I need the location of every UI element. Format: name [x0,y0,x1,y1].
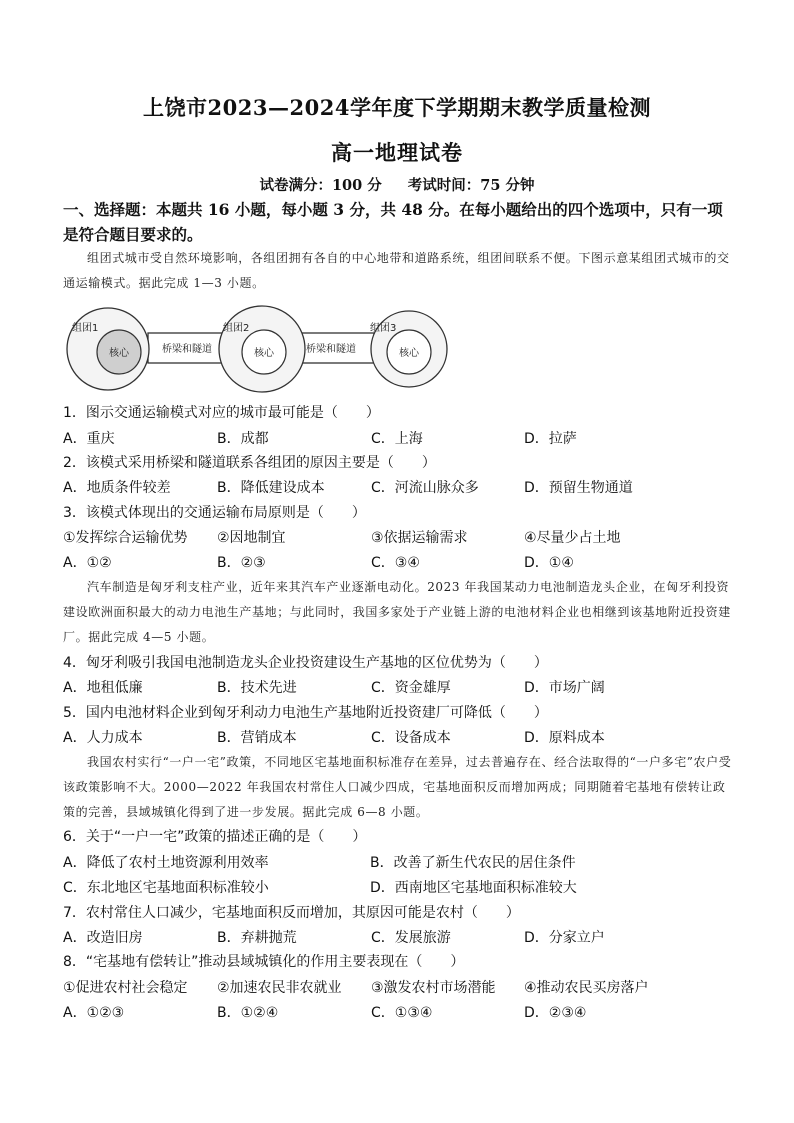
question-8-option-c[interactable]: C．①③④ [371,1005,433,1021]
question-5-option-c[interactable]: C．设备成本 [371,730,451,746]
question-3-item-2: ②因地制宜 [217,530,286,546]
question-7-option-c[interactable]: C．发展旅游 [371,930,451,946]
question-4-option-b[interactable]: B．技术先进 [217,680,297,696]
question-2-option-d[interactable]: D．预留生物通道 [524,480,633,496]
question-7-stem: 7．农村常住人口减少，宅基地面积反而增加，其原因可能是农村（ ） [63,905,520,921]
question-3-item-4: ④尽量少占土地 [524,530,621,546]
group2-core-label: 核心 [254,348,274,359]
question-3-option-c[interactable]: C．③④ [371,555,420,571]
question-6-option-a[interactable]: A．降低了农村土地资源利用效率 [63,855,269,871]
group3-label: 组团3 [370,323,397,334]
question-8-option-d[interactable]: D．②③④ [524,1005,587,1021]
transport-diagram [64,301,448,401]
question-3-item-3: ③依据运输需求 [371,530,468,546]
question-1-stem: 1．图示交通运输模式对应的城市最可能是（ ） [63,405,380,421]
exam-subtitle: 高一地理试卷 [331,140,463,165]
group3-core-label: 核心 [399,348,419,359]
question-6-option-d[interactable]: D．西南地区宅基地面积标准较大 [370,880,577,896]
question-8-option-a[interactable]: A．①②③ [63,1005,125,1021]
question-8-item-4: ④推动农民买房落户 [524,980,649,996]
exam-info [0,174,794,195]
question-1-option-b[interactable]: B．成都 [217,431,269,447]
question-2-stem: 2．该模式采用桥梁和隧道联系各组团的原因主要是（ ） [63,455,436,471]
intro-passage-2: 汽车制造是匈牙利支柱产业，近年来其汽车产业逐渐电动化。2023 年我国某动力电池制造龙头企业，在匈牙利投资建设欧洲面积最大的动力电池生产基地；与此同时，我国多家处于产业链上游的电池材料企业也相继到该基地附近投资建厂。据此完成 4—5 小题。 [63,580,731,644]
section-heading [63,197,733,247]
intro-passage-3: 我国农村实行“一户一宅”政策，不同地区宅基地面积标准存在差异，过去普遍存在、经合法取得的“一户多宅”农户受该政策影响不大。2000—2022 年我国农村常住人口减少四成，宅基地面积反而增加两成；同期随着宅基地有偿转让政策的完善，县域城镇化得到了进一步发展。据此完成 6—8 小题。 [63,755,732,819]
connector-1-label: 桥梁和隧道 [162,344,212,355]
question-7-option-b[interactable]: B．弃耕抛荒 [217,930,297,946]
question-1-option-a[interactable]: A．重庆 [63,431,115,447]
group1-label: 组团1 [72,323,99,334]
question-4-stem: 4．匈牙利吸引我国电池制造龙头企业投资建设生产基地的区位优势为（ ） [63,655,548,671]
group2-label: 组团2 [223,323,250,334]
question-7-option-d[interactable]: D．分家立户 [524,930,605,946]
question-8-stem: 8．“宅基地有偿转让”推动县域城镇化的作用主要表现在（ ） [63,954,465,970]
question-3-stem: 3．该模式体现出的交通运输布局原则是（ ） [63,505,366,521]
section-heading-line2: 是符合题目要求的。 [63,225,203,244]
question-2-option-a[interactable]: A．地质条件较差 [63,480,171,496]
question-2-option-b[interactable]: B．降低建设成本 [217,480,325,496]
question-4-option-d[interactable]: D．市场广阔 [524,680,605,696]
group1-core-label: 核心 [109,348,129,359]
question-5-stem: 5．国内电池材料企业到匈牙利动力电池生产基地附近投资建厂可降低（ ） [63,705,548,721]
question-6-stem: 6．关于“一户一宅”政策的描述正确的是（ ） [63,829,367,845]
full-score: 试卷满分：100 分 [259,177,382,194]
connector-2-label: 桥梁和隧道 [306,344,356,355]
question-5-option-d[interactable]: D．原料成本 [524,730,605,746]
question-3-option-a[interactable]: A．①② [63,555,112,571]
question-2-option-c[interactable]: C．河流山脉众多 [371,480,479,496]
question-8-item-1: ①促进农村社会稳定 [63,980,188,996]
question-7-option-a[interactable]: A．改造旧房 [63,930,143,946]
question-3-option-d[interactable]: D．①④ [524,555,574,571]
question-4-option-a[interactable]: A．地租低廉 [63,680,143,696]
question-6-option-c[interactable]: C．东北地区宅基地面积标准较小 [63,880,269,896]
question-1-option-d[interactable]: D．拉萨 [524,431,577,447]
question-4-option-c[interactable]: C．资金雄厚 [371,680,451,696]
question-5-option-a[interactable]: A．人力成本 [63,730,143,746]
question-5-option-b[interactable]: B．营销成本 [217,730,297,746]
exam-time: 考试时间：75 分钟 [407,177,535,194]
question-6-option-b[interactable]: B．改善了新生代农民的居住条件 [370,855,576,871]
intro-passage-1: 组团式城市受自然环境影响，各组团拥有各自的中心地带和道路系统，组团间联系不便。下图示意某组团式城市的交通运输模式。据此完成 1—3 小题。 [63,251,730,290]
question-3-item-1: ①发挥综合运输优势 [63,530,188,546]
question-8-option-b[interactable]: B．①②④ [217,1005,279,1021]
question-8-item-2: ②加速农民非农就业 [217,980,342,996]
question-1-option-c[interactable]: C．上海 [371,431,423,447]
question-8-item-3: ③激发农村市场潜能 [371,980,496,996]
exam-title: 上饶市2023—2024学年度下学期期末教学质量检测 [143,95,651,120]
section-heading-line1: 一、选择题：本题共 16 小题，每小题 3 分，共 48 分。在每小题给出的四个选项中，只有一项 [63,200,723,219]
question-3-option-b[interactable]: B．②③ [217,555,266,571]
